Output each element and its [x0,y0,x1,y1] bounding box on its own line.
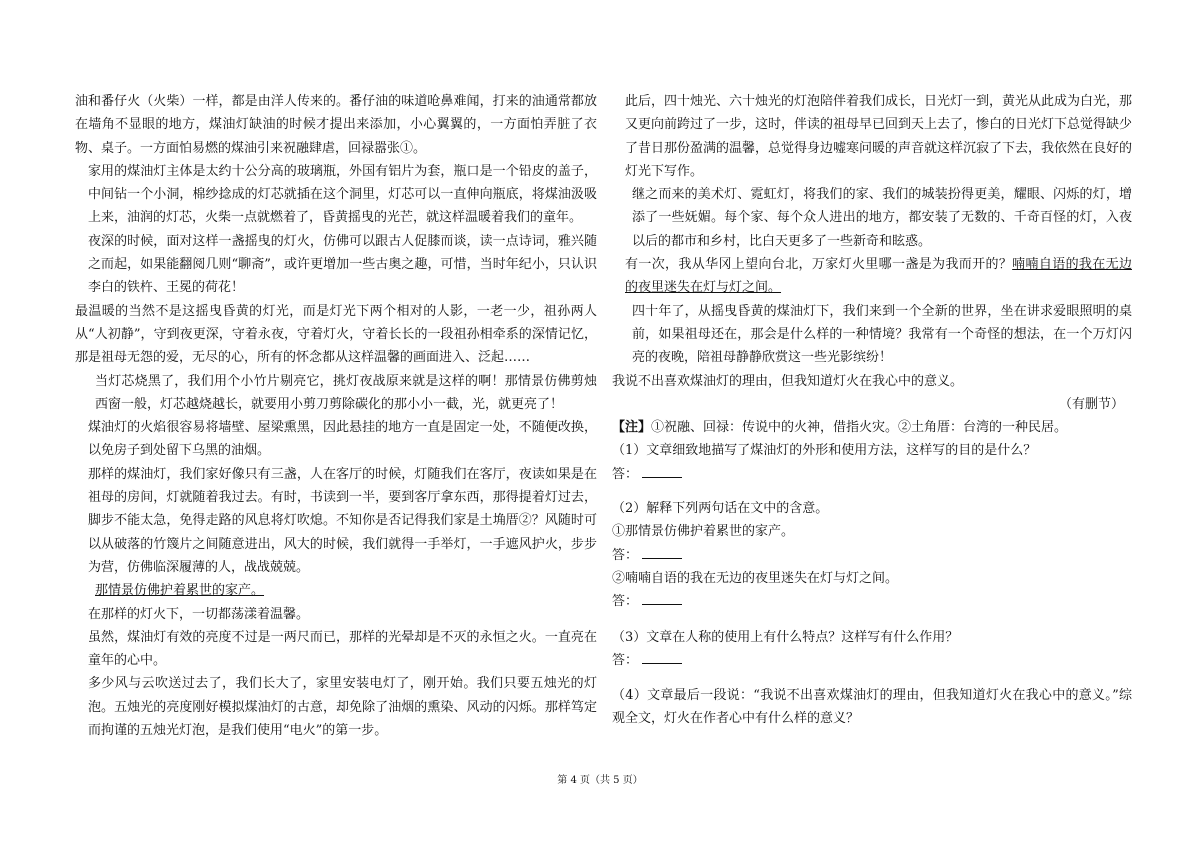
question-1: （1）文章细致地描写了煤油灯的外形和使用方法，这样写的目的是什么？ [612,443,1037,459]
question-4: （4）文章最后一段说：“我说不出喜欢煤油灯的理由，但我知道灯火在我心中的意义。”综观全文，灯火在作者心中有什么样的意义？ [612,688,1132,727]
paragraph: 四十年了，从摇曳昏黄的煤油灯下，我们来到一个全新的世界，坐在讲求爱眼照明的桌前，如果祖母还在，那会是什么样的一种情境？我常有一个奇怪的想法，在一个万灯闪亮的夜晚，陪祖母静静欣赏这一些光影缤纷！ [632,303,1132,366]
answer-label: 答： [612,547,639,563]
paragraph: 那样的煤油灯，我们家好像只有三盏，人在客厅的时候，灯随我们在客厅，夜读如果是在祖母的房间，灯就随着我过去。有时，书读到一半，要到客厅拿东西，那得提着灯过去，脚步不能太急，免得走路的风息将灯吹熄。不知你是否记得我们家是土埆厝②？风随时可以从破落的竹篾片之间随意进出，风大的时候，我们就得一手举灯，一手遮风护火，步步为营，仿佛临深履薄的人，战战兢兢。 [88,466,597,575]
answer-label: 答： [612,594,639,610]
closing-line: 我说不出喜欢煤油灯的理由，但我知道灯火在我心中的意义。 [612,373,964,389]
underlined-sentence [75,579,597,602]
page-footer: 第 4 页（共 5 页） [557,775,643,786]
answer-blank[interactable] [642,590,682,605]
answer-blank[interactable] [642,463,682,478]
footnote-text: ①祝融、回禄：传说中的火神，借指火灾。②土角厝：台湾的一种民居。 [651,420,1068,436]
underlined-text: 喃喃自语的我在无边的夜里迷失在灯与灯之间。 [625,257,1132,296]
answer-label: 答： [612,466,639,482]
answer-blank[interactable] [642,649,682,664]
question-2-item-1: ①那情景仿佛护着累世的家产。 [612,524,795,540]
paragraph: 在那样的灯火下，一切都荡漾着温馨。 [88,606,310,622]
answer-line [612,590,1132,613]
left-column [75,90,597,742]
sentence: 有一次，我从华冈上望向台北，万家灯火里哪一盏是为我而开的？ [625,257,1013,273]
paragraph: 煤油灯的火焰很容易将墙壁、屋梁熏黑，因此悬挂的地方一直是固定一处，不随便改换，以免房子到处留下乌黑的油烟。 [88,420,597,459]
question-2: （2）解释下列两句话在文中的含意。 [612,501,829,517]
paragraph [612,253,1132,300]
paragraph: 此后，四十烛光、六十烛光的灯泡陪伴着我们成长，日光灯一到，黄光从此成为白光，那又更向前跨过了一步，这时，伴读的祖母早已回到天上去了，惨白的日光灯下总觉得缺少了昔日那份盈满的温馨，总觉得身边嘘寒问暖的声音就这样沉寂了下去，我依然在良好的灯光下写作。 [625,94,1133,179]
paragraph: 当灯芯烧黑了，我们用个小竹片剔亮它，挑灯夜战原来就是这样的啊！那情景仿佛剪烛西窗一般，灯芯越烧越长，就要用小剪刀剪除碳化的那小小一截，光，就更亮了！ [95,373,597,412]
paragraph: 多少风与云吹送过去了，我们长大了，家里安装电灯了，刚开始。我们只要五烛光的灯泡。五烛光的亮度刚好模拟煤油灯的古意，却免除了油烟的熏染、风动的闪烁。那样笃定而拘谨的五烛光灯泡，是我们使用“电火”的第一步。 [88,676,597,739]
paragraph: 油和番仔火（火柴）一样，都是由洋人传来的。番仔油的味道呛鼻难闻，打来的油通常都放在墙角不显眼的地方，煤油灯缺油的时候才提出来添加，小心翼翼的，一方面怕弄脏了衣物、桌子。一方面怕易燃的煤油引来祝融肆虐，回禄嚣张①。 [75,94,597,156]
answer-line [612,649,1132,672]
question-2-item-2: ②喃喃自语的我在无边的夜里迷失在灯与灯之间。 [612,570,899,586]
source-note: （有删节） [1058,396,1124,412]
paragraph: 继之而来的美术灯、霓虹灯，将我们的家、我们的城装扮得更美，耀眼、闪烁的灯，增添了一些妩媚。每个家、每个众人进出的地方，都安装了无数的、千奇百怪的灯，入夜以后的都市和乡村，比白天更多了一些新奇和眩惑。 [632,187,1132,249]
paragraph: 夜深的时候，面对这样一盏摇曳的灯火，仿佛可以跟古人促膝而谈，读一点诗词，雅兴随之而起，如果能翻阅几则“聊斋”，或许更增加一些古奥之趣，可惜，当时年纪小，只认识李白的铁杵、王冕的荷花！ [88,233,597,296]
answer-line [612,463,1132,486]
paragraph: 家用的煤油灯主体是太约十公分高的玻璃瓶，外国有铝片为套，瓶口是一个铅皮的盖子，中间钻一个小洞，棉纱捻成的灯芯就插在这个洞里，灯芯可以一直伸向瓶底，将煤油汲吸上来，油润的灯芯，火柴一点就燃着了，昏黄摇曳的光芒，就这样温暖着我们的童年。 [88,163,597,226]
answer-label: 答： [612,652,639,668]
right-column [612,90,1132,731]
paragraph: 最温暖的当然不是这摇曳昏黄的灯光，而是灯光下两个相对的人影，一老一少，祖孙两人从“人初静”，守到夜更深，守着永夜，守着灯火，守着长长的一段祖孙相牵系的深情记忆，那是祖母无怨的爱，无尽的心，所有的怀念都从这样温馨的画面进入、泛起…… [75,303,597,366]
question-3: （3）文章在人称的使用上有什么特点？这样写有什么作用？ [612,629,959,645]
answer-blank[interactable] [642,544,682,559]
underlined-text: 那情景仿佛护着累世的家产。 [95,583,265,599]
footnote-tag: 【注】 [612,420,652,436]
paragraph: 虽然，煤油灯有效的亮度不过是一两尺而已，那样的光晕却是不灭的永恒之火。一直亮在童年的心中。 [88,629,597,669]
answer-line [612,544,1132,567]
footnote [612,416,1132,439]
